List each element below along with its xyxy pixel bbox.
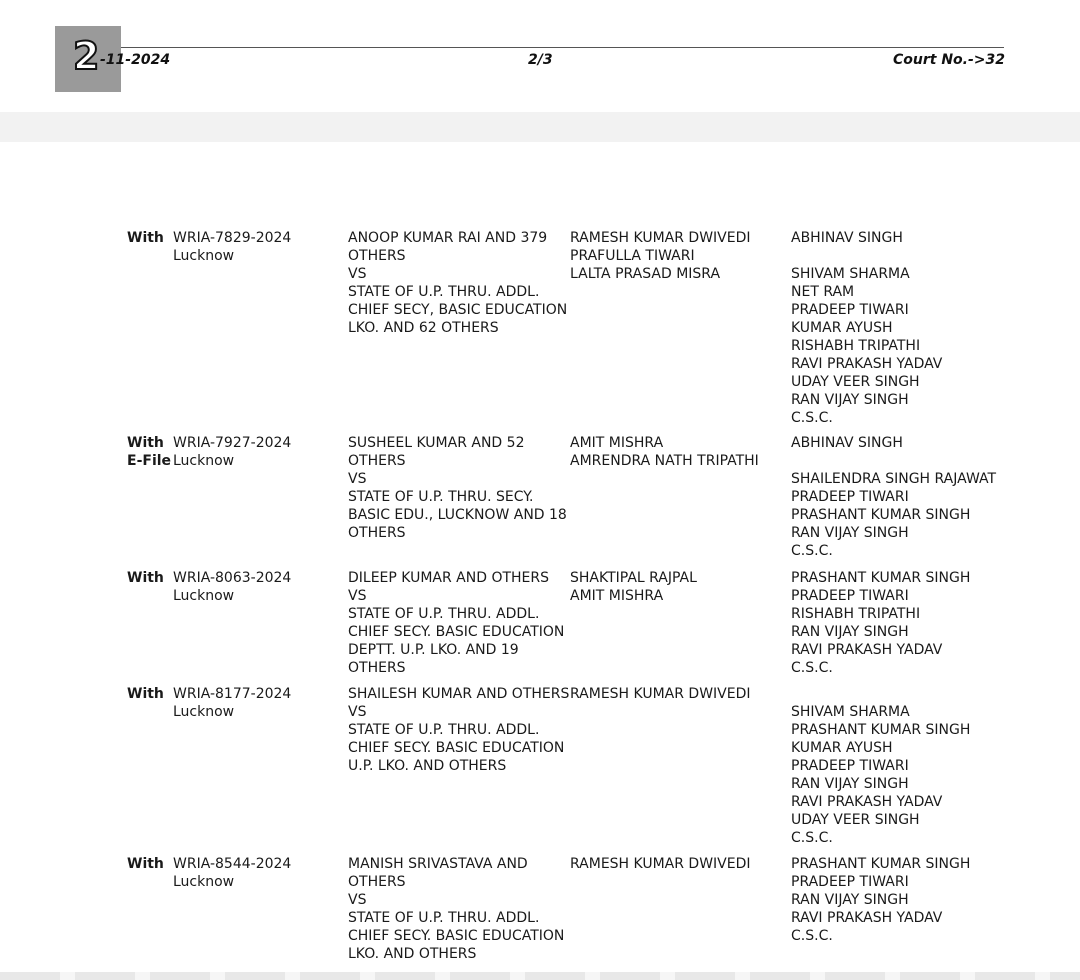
listing-date: -11-2024 (100, 52, 171, 68)
case-number: WRIA-8177-2024 (173, 686, 292, 702)
party-line: STATE OF U.P. THRU. ADDL. (348, 722, 540, 738)
respondent-advocate: SHIVAM SHARMA (791, 266, 910, 282)
case-number: WRIA-8544-2024 (173, 856, 292, 872)
connected-label-line: With (127, 856, 164, 872)
respondent-advocate: C.S.C. (791, 543, 833, 559)
respondent-advocate: PRASHANT KUMAR SINGH (791, 722, 971, 738)
parties-column (348, 229, 570, 337)
respondent-advocate: SHAILENDRA SINGH RAJAWAT (791, 471, 997, 487)
bench-location: Lucknow (173, 248, 235, 264)
respondent-advocate: PRADEEP TIWARI (791, 758, 909, 774)
respondent-advocate: RAN VIJAY SINGH (791, 776, 909, 792)
petitioner-advocates-column (570, 434, 785, 470)
connected-label-line: With (127, 230, 164, 246)
respondent-advocate: C.S.C. (791, 410, 833, 426)
respondent-advocate: PRASHANT KUMAR SINGH (791, 570, 971, 586)
respondent-advocates-column (791, 569, 1071, 677)
party-line: DEPTT. U.P. LKO. AND 19 (348, 642, 519, 658)
party-line: OTHERS (348, 525, 406, 541)
petitioner-advocate: SHAKTIPAL RAJPAL (570, 570, 697, 586)
petitioner-advocate: AMIT MISHRA (570, 588, 664, 604)
party-line: LKO. AND 62 OTHERS (348, 320, 499, 336)
party-line: STATE OF U.P. THRU. ADDL. (348, 606, 540, 622)
respondent-advocate: PRADEEP TIWARI (791, 489, 909, 505)
case-entry (0, 685, 1080, 855)
respondent-advocate: KUMAR AYUSH (791, 320, 893, 336)
party-line: OTHERS (348, 660, 406, 676)
respondent-advocate: KUMAR AYUSH (791, 740, 893, 756)
respondent-advocate: RAVI PRAKASH YADAV (791, 356, 943, 372)
respondent-advocate (791, 452, 1071, 470)
respondent-advocate: RAN VIJAY SINGH (791, 892, 909, 908)
case-number-column (173, 229, 291, 265)
respondent-advocate: UDAY VEER SINGH (791, 374, 920, 390)
petitioner-advocate: AMIT MISHRA (570, 435, 664, 451)
respondent-advocate: NET RAM (791, 284, 855, 300)
parties-column (348, 569, 570, 677)
party-line: SHAILESH KUMAR AND OTHERS (348, 686, 570, 702)
case-entry (0, 229, 1080, 434)
respondent-advocate (791, 685, 1071, 703)
page-indicator: 2/3 (528, 52, 553, 68)
cause-list-entries (0, 229, 1080, 965)
respondent-advocates-column (791, 855, 1071, 945)
case-number: WRIA-8063-2024 (173, 570, 292, 586)
party-line: STATE OF U.P. THRU. SECY. (348, 489, 534, 505)
efile-label: E-File (127, 453, 172, 469)
case-entry (0, 569, 1080, 685)
respondent-advocate: RISHABH TRIPATHI (791, 606, 921, 622)
connected-label-line: With (127, 570, 164, 586)
respondent-advocate: PRADEEP TIWARI (791, 874, 909, 890)
respondent-advocate: RAN VIJAY SINGH (791, 392, 909, 408)
respondent-advocate: PRADEEP TIWARI (791, 302, 909, 318)
respondent-advocate: SHIVAM SHARMA (791, 704, 910, 720)
connected-label (127, 434, 171, 470)
connected-label (127, 685, 164, 703)
respondent-advocate: RAVI PRAKASH YADAV (791, 794, 943, 810)
bench-location: Lucknow (173, 588, 235, 604)
respondent-advocate: ABHINAV SINGH (791, 435, 903, 451)
respondent-advocate: RAVI PRAKASH YADAV (791, 910, 943, 926)
party-line: SUSHEEL KUMAR AND 52 (348, 435, 525, 451)
petitioner-advocate: RAMESH KUMAR DWIVEDI (570, 230, 751, 246)
petitioner-advocates-column (570, 855, 785, 873)
party-line: MANISH SRIVASTAVA AND (348, 856, 528, 872)
respondent-advocate: ABHINAV SINGH (791, 230, 903, 246)
connected-label (127, 569, 164, 587)
header-rule (78, 47, 1004, 48)
party-line: CHIEF SECY. BASIC EDUCATION (348, 740, 565, 756)
party-line: OTHERS (348, 874, 406, 890)
party-line: STATE OF U.P. THRU. ADDL. (348, 910, 540, 926)
case-number-column (173, 569, 291, 605)
petitioner-advocates-column (570, 569, 785, 605)
case-number: WRIA-7927-2024 (173, 435, 292, 451)
petitioner-advocates-column (570, 685, 785, 703)
respondent-advocate: C.S.C. (791, 928, 833, 944)
party-line: VS (348, 588, 367, 604)
party-line: OTHERS (348, 453, 406, 469)
bench-location: Lucknow (173, 704, 235, 720)
connected-label (127, 855, 164, 873)
respondent-advocates-column (791, 229, 1071, 427)
case-number-column (173, 434, 291, 470)
respondent-advocate: C.S.C. (791, 660, 833, 676)
header-separator-band (0, 112, 1080, 142)
party-line: STATE OF U.P. THRU. ADDL. (348, 284, 540, 300)
respondent-advocate: UDAY VEER SINGH (791, 812, 920, 828)
party-line: U.P. LKO. AND OTHERS (348, 758, 507, 774)
respondent-advocate: PRADEEP TIWARI (791, 588, 909, 604)
case-number-column (173, 685, 291, 721)
case-number-column (173, 855, 291, 891)
parties-column (348, 434, 570, 542)
respondent-advocate: PRASHANT KUMAR SINGH (791, 856, 971, 872)
party-line: ANOOP KUMAR RAI AND 379 (348, 230, 548, 246)
respondent-advocate (791, 247, 1071, 265)
petitioner-advocate: RAMESH KUMAR DWIVEDI (570, 856, 751, 872)
petitioner-advocate: RAMESH KUMAR DWIVEDI (570, 686, 751, 702)
case-number: WRIA-7829-2024 (173, 230, 292, 246)
connected-label-line: With (127, 686, 164, 702)
respondent-advocate: C.S.C. (791, 830, 833, 846)
respondent-advocate: RAN VIJAY SINGH (791, 624, 909, 640)
next-row-clipped (0, 972, 1080, 980)
bench-location: Lucknow (173, 453, 235, 469)
party-line: CHIEF SECY. BASIC EDUCATION (348, 928, 565, 944)
petitioner-advocate: LALTA PRASAD MISRA (570, 266, 721, 282)
respondent-advocate: RAVI PRAKASH YADAV (791, 642, 943, 658)
respondent-advocates-column (791, 685, 1071, 847)
petitioner-advocate: AMRENDRA NATH TRIPATHI (570, 453, 759, 469)
petitioner-advocates-column (570, 229, 785, 283)
party-line: DILEEP KUMAR AND OTHERS (348, 570, 550, 586)
respondent-advocates-column (791, 434, 1071, 560)
connected-label (127, 229, 164, 247)
party-line: LKO. AND OTHERS (348, 946, 477, 962)
page-header (0, 0, 1080, 112)
page-number-badge-text: 2 (73, 34, 100, 78)
party-line: CHIEF SECY. BASIC EDUCATION (348, 624, 565, 640)
party-line: OTHERS (348, 248, 406, 264)
parties-column (348, 685, 570, 775)
respondent-advocate: RAN VIJAY SINGH (791, 525, 909, 541)
party-line: VS (348, 704, 367, 720)
parties-column (348, 855, 570, 963)
respondent-advocate: PRASHANT KUMAR SINGH (791, 507, 971, 523)
party-line: CHIEF SECY, BASIC EDUCATION (348, 302, 568, 318)
case-entry (0, 434, 1080, 569)
connected-label-line: With (127, 435, 164, 451)
party-line: VS (348, 266, 367, 282)
respondent-advocate: RISHABH TRIPATHI (791, 338, 921, 354)
party-line: VS (348, 471, 367, 487)
case-entry (0, 855, 1080, 965)
petitioner-advocate: PRAFULLA TIWARI (570, 248, 695, 264)
party-line: BASIC EDU., LUCKNOW AND 18 (348, 507, 567, 523)
bench-location: Lucknow (173, 874, 235, 890)
party-line: VS (348, 892, 367, 908)
court-number: Court No.->32 (893, 52, 1006, 68)
